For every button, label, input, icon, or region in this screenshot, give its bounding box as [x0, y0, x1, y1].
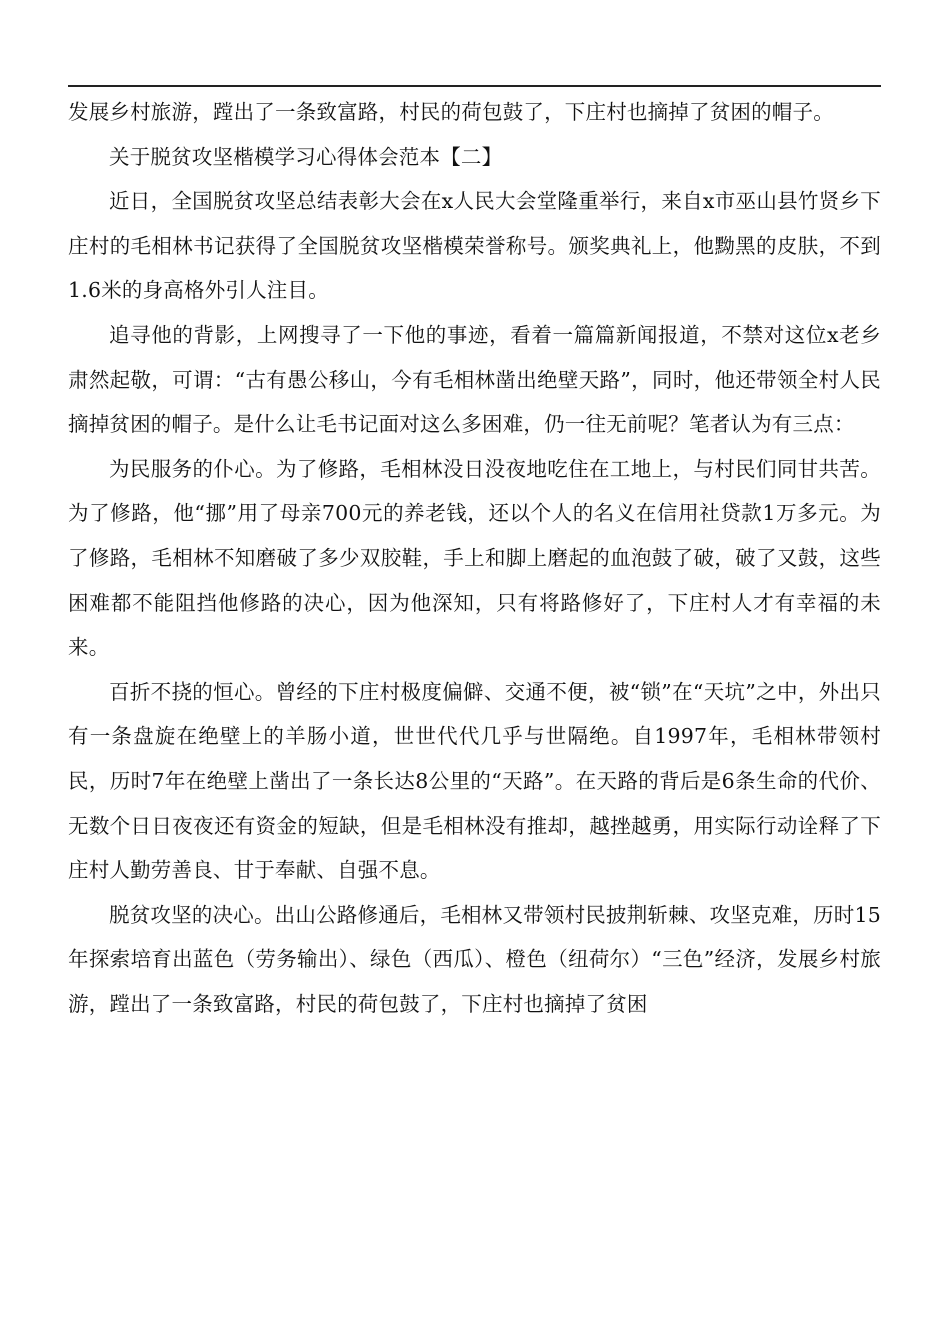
- paragraph: 脱贫攻坚的决心。出山公路修通后，毛相林又带领村民披荆斩棘、攻坚克难，历时15年探索培育出蓝色（劳务输出）、绿色（西瓜）、橙色（纽荷尔）“三色”经济，发展乡村旅游，蹚出了一条致富路，村民的荷包鼓了，下庄村也摘掉了贫困: [68, 902, 881, 1016]
- section-heading: 关于脱贫攻坚楷模学习心得体会范本【二】: [109, 144, 503, 169]
- paragraph: 为民服务的仆心。为了修路，毛相林没日没夜地吃住在工地上，与村民们同甘共苦。为了修路，他“挪”用了母亲700元的养老钱，还以个人的名义在信用社贷款1万多元。为了修路，毛相林不知磨破了多少双胶鞋，手上和脚上磨起的血泡鼓了破，破了又鼓，这些困难都不能阻挡他修路的决心，因为他深知，只有将路修好了，下庄村人才有幸福的未来。: [68, 456, 881, 660]
- paragraph-continuation: 发展乡村旅游，蹚出了一条致富路，村民的荷包鼓了，下庄村也摘掉了贫困的帽子。: [68, 100, 834, 124]
- header-rule: [68, 85, 881, 87]
- paragraph: 追寻他的背影，上网搜寻了一下他的事迹，看着一篇篇新闻报道，不禁对这位x老乡肃然起敬，可谓：“古有愚公移山，今有毛相林凿出绝壁天路”，同时，他还带领全村人民摘掉贫困的帽子。是什么让毛书记面对这么多困难，仍一往无前呢？笔者认为有三点：: [68, 322, 881, 437]
- paragraph: 近日，全国脱贫攻坚总结表彰大会在x人民大会堂隆重举行，来自x市巫山县竹贤乡下庄村的毛相林书记获得了全国脱贫攻坚楷模荣誉称号。颁奖典礼上，他黝黑的皮肤，不到1.6米的身高格外引人注目。: [68, 189, 881, 303]
- paragraph: 百折不挠的恒心。曾经的下庄村极度偏僻、交通不便，被“锁”在“天坑”之中，外出只有一条盘旋在绝壁上的羊肠小道，世世代代几乎与世隔绝。自1997年，毛相林带领村民，历时7年在绝壁上凿出了一条长达8公里的“天路”。在天路的背后是6条生命的代价、无数个日日夜夜还有资金的短缺，但是毛相林没有推却，越挫越勇，用实际行动诠释了下庄村人勤劳善良、甘于奉献、自强不息。: [68, 679, 881, 883]
- document-body: [68, 90, 881, 1026]
